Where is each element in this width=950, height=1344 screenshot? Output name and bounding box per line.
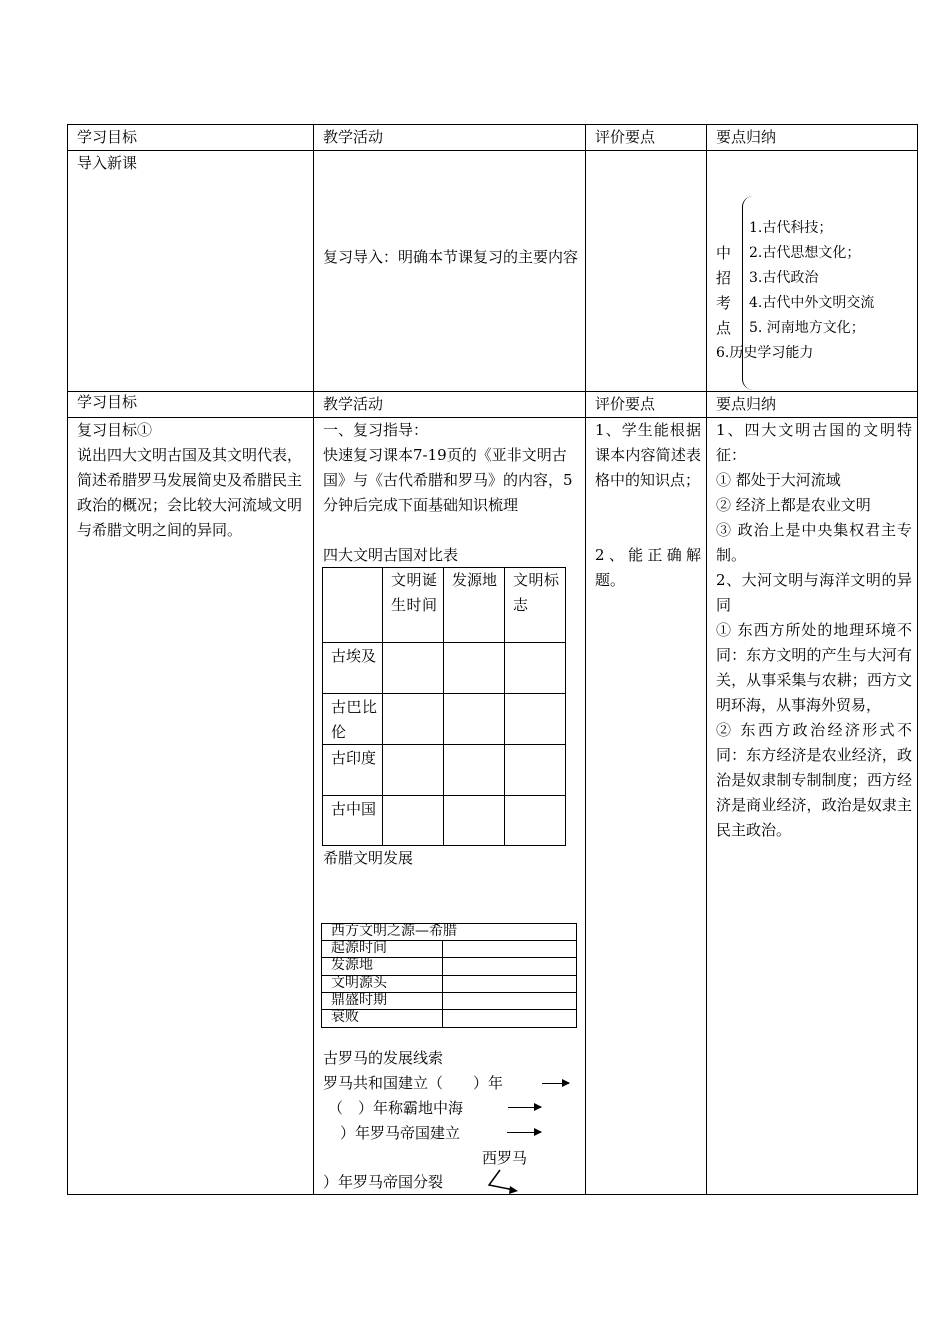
- greece-row-label: 起源时间: [331, 940, 387, 956]
- header2-goal: 学习目标: [77, 393, 138, 411]
- compare-header: 文明标志: [513, 571, 559, 614]
- exam-point: 3.古代政治: [749, 270, 819, 286]
- greece-row-label: 鼎盛时期: [331, 992, 387, 1008]
- compare-title: 四大文明古国对比表: [323, 546, 459, 564]
- table-line: [67, 150, 918, 151]
- exam-label-char: 考: [716, 294, 732, 312]
- compare-row-label: 古巴比伦: [331, 698, 377, 741]
- rome-line: ）年罗马帝国建立: [340, 1124, 461, 1142]
- table-border-right: [917, 124, 918, 1195]
- header-activity: 教学活动: [323, 128, 384, 146]
- greece-row-label: 发源地: [331, 957, 373, 973]
- exam-point: 1.古代科技；: [749, 220, 833, 236]
- header-goal: 学习目标: [77, 128, 138, 146]
- exam-label-char: 招: [716, 269, 732, 287]
- header2-summary: 要点归纳: [716, 395, 777, 413]
- eval-point: 2、能正确解题。: [595, 546, 701, 589]
- header-summary: 要点归纳: [716, 128, 777, 146]
- table-line: [585, 124, 586, 1195]
- header-eval: 评价要点: [595, 128, 656, 146]
- greece-row-label: 文明源头: [331, 975, 387, 991]
- table-line: [313, 124, 314, 1195]
- header2-eval: 评价要点: [595, 395, 656, 413]
- intro-activity: 复习导入：明确本节课复习的主要内容: [323, 248, 579, 266]
- summary-text: 1、四大文明古国的文明特征： ① 都处于大河流域 ② 经济上都是农业文明 ③ 政治上是中央集权君主专制。 2、大河文明与海洋文明的异同 ① 东西方所处的地理环境不同：东方文明的产生与大河有关，从事采集与农耕；西方文明环海，从事海外贸易， ② 东西方政治经济形式不同：东方经济是农业经济，政治是奴隶制专制制度；西方经济是商业经济，政治是奴隶主民主政治。: [716, 421, 912, 839]
- rome-line: （ ）年称霸地中海: [328, 1099, 464, 1117]
- rome-line: ）年罗马帝国分裂: [323, 1173, 444, 1191]
- compare-header: 文明诞生时间: [391, 571, 437, 614]
- arrow-icon: [507, 1132, 541, 1133]
- compare-header: 发源地: [452, 571, 498, 589]
- table-border-top: [67, 124, 918, 125]
- greece-title: 希腊文明发展: [323, 849, 414, 867]
- compare-table: [322, 567, 566, 846]
- greece-row-label: 衰败: [331, 1009, 359, 1025]
- exam-label-char: 中: [716, 244, 732, 262]
- arrow-icon: [542, 1083, 569, 1084]
- intro-goal: 导入新课: [77, 154, 138, 172]
- guide-title: 一、复习指导：: [323, 421, 429, 439]
- greece-table: [321, 923, 577, 1029]
- exam-point: 2.古代思想文化；: [749, 245, 861, 261]
- table-line: [706, 124, 707, 1195]
- eval-point: 1、学生能根据课本内容简述表格中的知识点；: [595, 421, 701, 489]
- greece-table-title: 西方文明之源—希腊: [331, 923, 457, 939]
- exam-label-char: 点: [716, 319, 732, 337]
- compare-row-label: 古埃及: [331, 647, 377, 665]
- table-border-bottom: [67, 1194, 918, 1195]
- rome-title: 古罗马的发展线索: [323, 1049, 444, 1067]
- exam-points-label: [716, 241, 736, 341]
- compare-row-label: 古中国: [331, 800, 377, 818]
- split-arrow-icon: [486, 1168, 522, 1194]
- exam-point: 5. 河南地方文化；: [749, 320, 865, 336]
- arrow-icon: [508, 1107, 541, 1108]
- compare-row-label: 古印度: [331, 749, 377, 767]
- exam-point: 4.古代中外文明交流: [749, 295, 875, 311]
- rome-west-label: 西罗马: [482, 1149, 528, 1167]
- header2-activity: 教学活动: [323, 395, 384, 413]
- exam-point: 6.历史学习能力: [716, 345, 814, 361]
- rome-line: 罗马共和国建立（ ）年: [323, 1074, 504, 1092]
- guide-text: 快速复习课本7-19页的《亚非文明古国》与《古代希腊和罗马》的内容，5分钟后完成下面基础知识梳理: [323, 446, 573, 514]
- table-border-left: [67, 124, 68, 1195]
- section-goal: 复习目标① 说出四大文明古国及其文明代表，简述希腊罗马发展简史及希腊民主政治的概况；会比较大河流域文明与希腊文明之间的异同。: [77, 421, 303, 539]
- table-line: [67, 391, 918, 392]
